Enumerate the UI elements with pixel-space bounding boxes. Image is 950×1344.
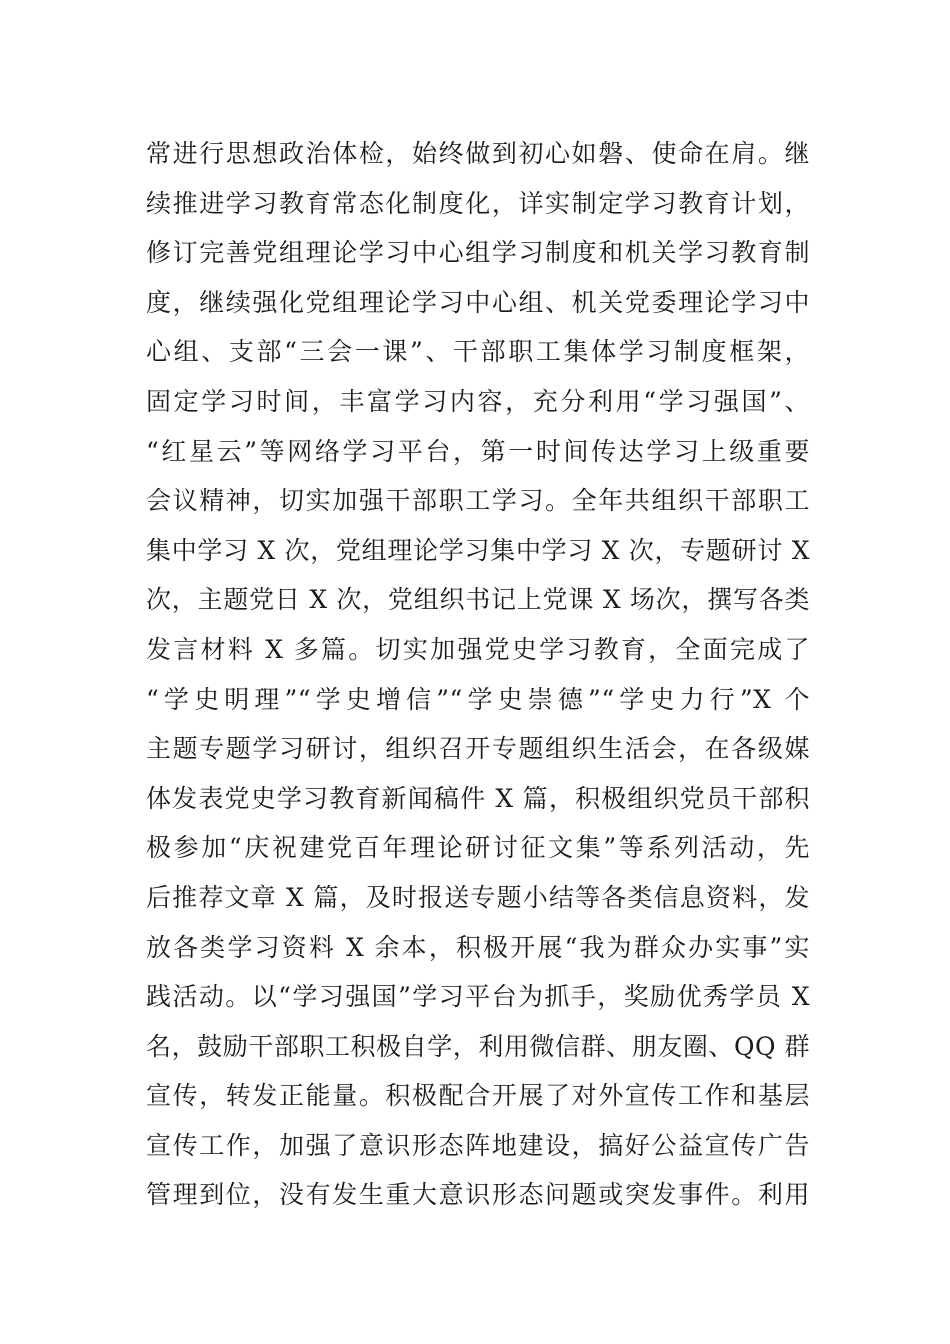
text-line: “红星云”等网络学习平台，第一时间传达学习上级重要	[146, 436, 810, 466]
text-line: 放各类学习资料 X 余本，积极开展“我为群众办实事”实	[146, 932, 810, 962]
text-line: 宣传，转发正能量。积极配合开展了对外宣传工作和基层	[146, 1081, 810, 1111]
text-line: 度，继续强化党组理论学习中心组、机关党委理论学习中	[146, 287, 810, 317]
text-line: 会议精神，切实加强干部职工学习。全年共组织干部职工	[146, 486, 810, 516]
text-line: 宣传工作，加强了意识形态阵地建设，搞好公益宣传广告	[146, 1130, 810, 1160]
text-line: 践活动。以“学习强国”学习平台为抓手，奖励优秀学员 X	[146, 982, 810, 1012]
text-line: 次，主题党日 X 次，党组织书记上党课 X 场次，撰写各类	[146, 585, 810, 615]
text-line: 修订完善党组理论学习中心组学习制度和机关学习教育制	[146, 238, 810, 268]
text-line: 后推荐文章 X 篇，及时报送专题小结等各类信息资料，发	[146, 882, 810, 912]
text-line: “学史明理”“学史增信”“学史崇德”“学史力行”X 个	[146, 684, 810, 714]
text-line: 续推进学习教育常态化制度化，详实制定学习教育计划，	[146, 188, 810, 218]
text-line: 心组、支部“三会一课”、干部职工集体学习制度框架，	[146, 337, 810, 367]
text-line: 集中学习 X 次，党组理论学习集中学习 X 次，专题研讨 X	[146, 535, 810, 565]
text-line: 主题专题学习研讨，组织召开专题组织生活会，在各级媒	[146, 734, 810, 764]
text-line: 固定学习时间，丰富学习内容，充分利用“学习强国”、	[146, 386, 810, 416]
body-paragraph	[146, 129, 810, 1220]
text-line: 发言材料 X 多篇。切实加强党史学习教育，全面完成了	[146, 634, 810, 664]
text-line: 体发表党史学习教育新闻稿件 X 篇，积极组织党员干部积	[146, 783, 810, 813]
text-line: 极参加“庆祝建党百年理论研讨征文集”等系列活动，先	[146, 833, 810, 863]
text-line: 名，鼓励干部职工积极自学，利用微信群、朋友圈、QQ 群	[146, 1031, 810, 1061]
text-line: 常进行思想政治体检，始终做到初心如磐、使命在肩。继	[146, 139, 810, 168]
text-line: 管理到位，没有发生重大意识形态问题或突发事件。利用	[146, 1180, 810, 1210]
